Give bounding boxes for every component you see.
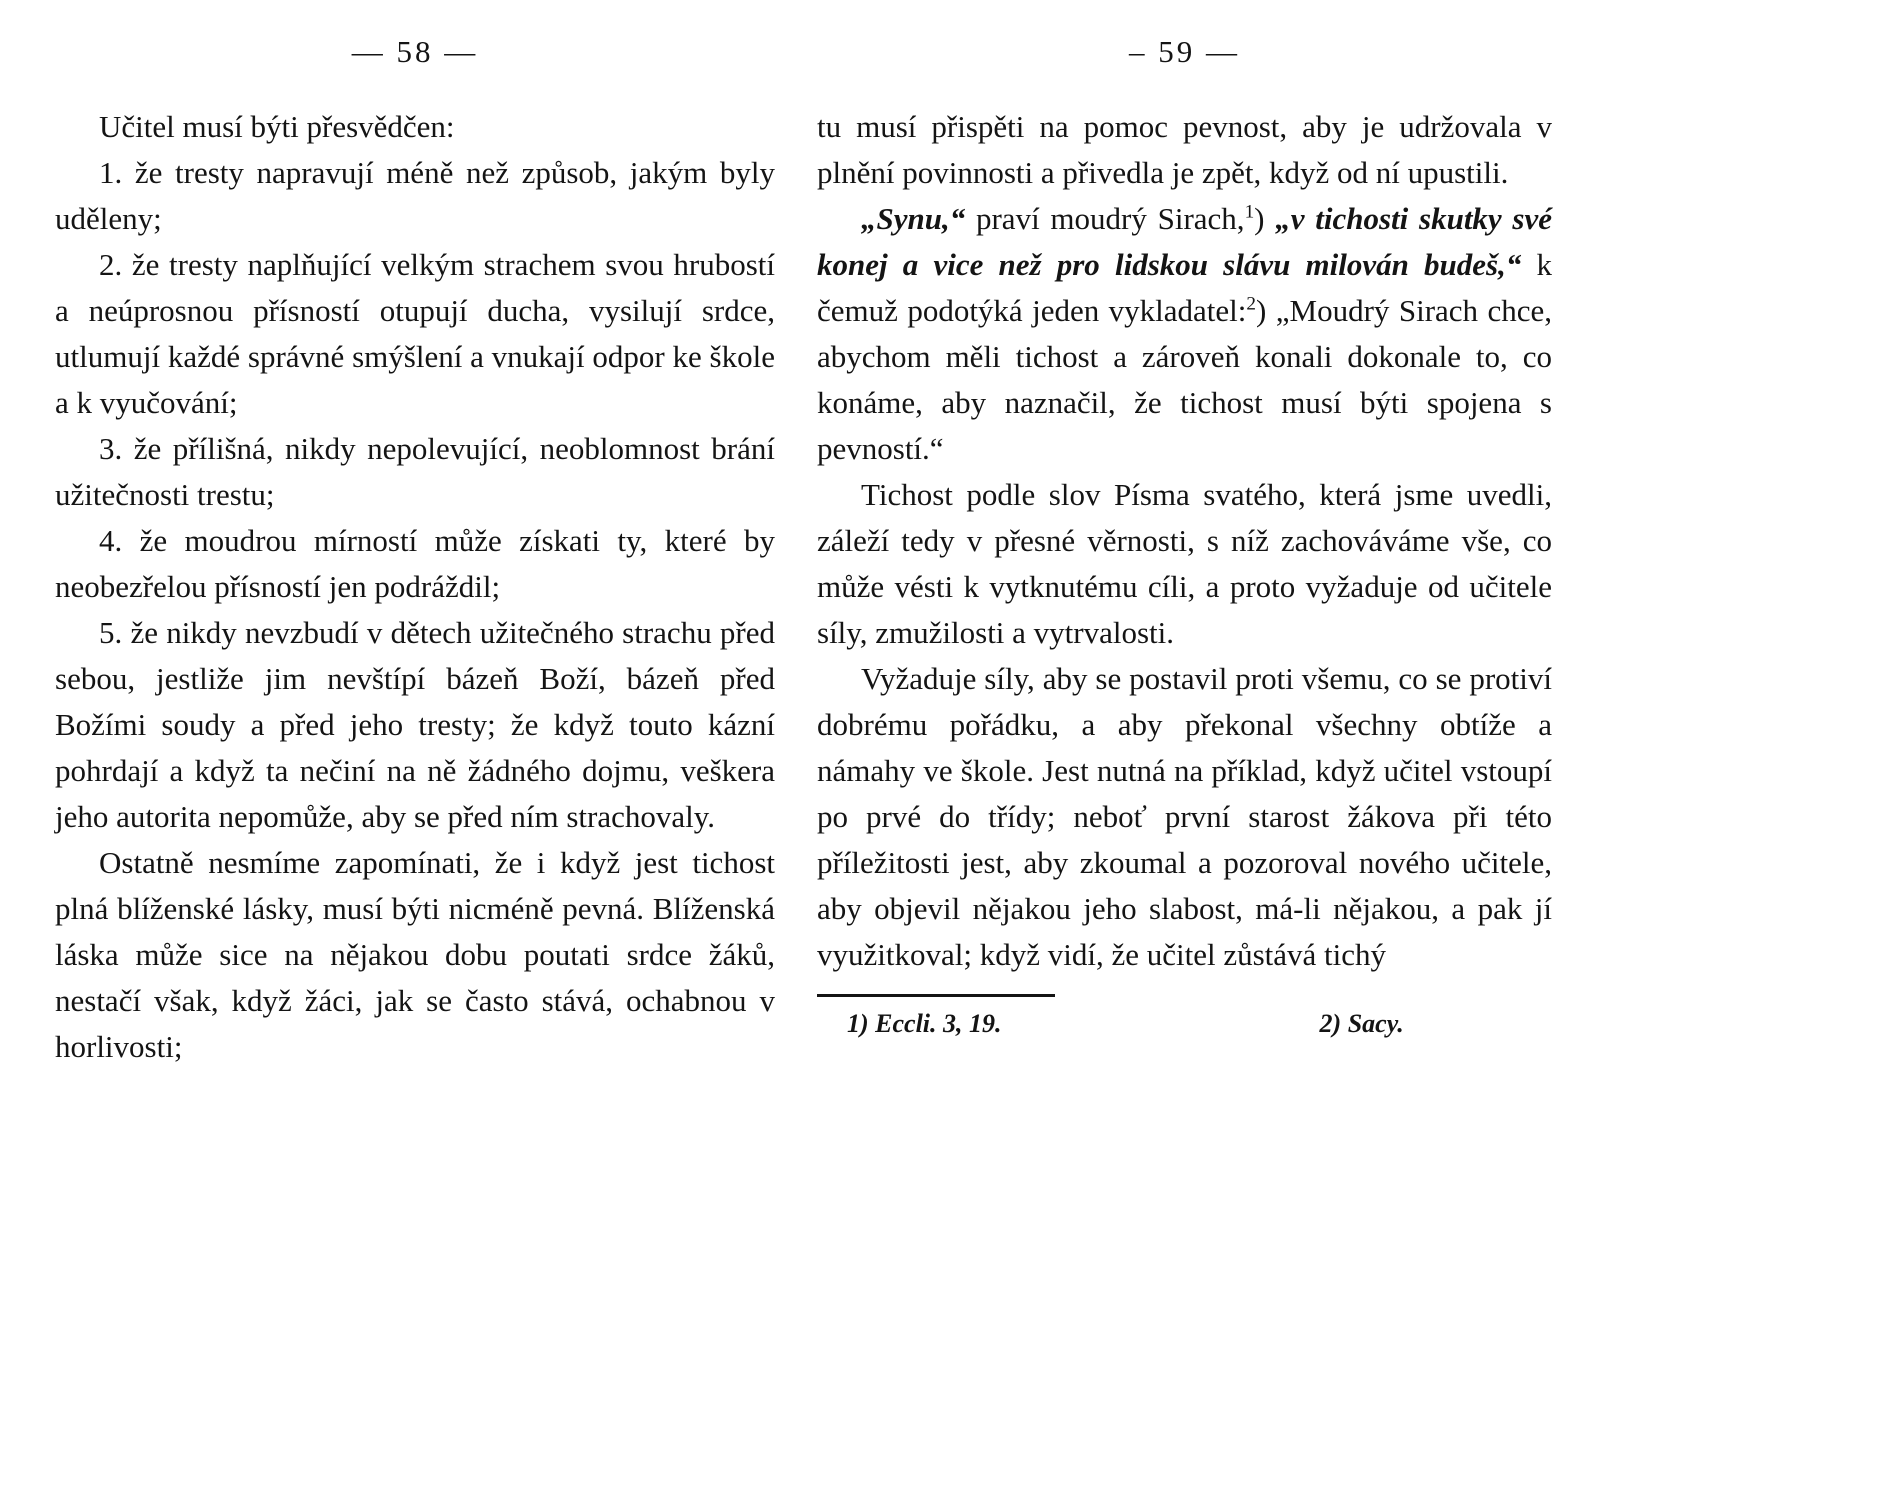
page-body-right — [817, 104, 1552, 978]
text-segment: k čemuž podotýká jeden vykladatel: — [817, 247, 1552, 328]
footnote-1: 1) Eccli. 3, 19. — [847, 1009, 1002, 1038]
paragraph — [55, 426, 775, 518]
page-number-right: – 59 — — [1129, 34, 1240, 69]
text-segment: 4. že moudrou mírností může získati ty, které by neobezřelou přísností jen podráždil; — [55, 523, 775, 604]
footnote-block — [817, 994, 1552, 1041]
page-body-left — [55, 104, 775, 1070]
page-59 — [817, 34, 1552, 1500]
text-segment: Ostatně nesmíme zapomínati, že i když jest tichost plná blíženské lásky, musí býti nicméně pevná. Blíženská láska může sice na nějakou dobu poutati srdce žáků, nestačí však, když žáci, jak se často stává, ochabnou v horlivosti; — [55, 845, 775, 1064]
footnote-2: 2) Sacy. — [1319, 1009, 1404, 1038]
text-segment: 3. že přílišná, nikdy nepolevující, neoblomnost brání užitečnosti trestu; — [55, 431, 775, 512]
text-segment: ) — [1254, 201, 1276, 236]
text-segment: „Synu,“ — [861, 201, 976, 236]
paragraph — [55, 840, 775, 1070]
paragraph — [55, 610, 775, 840]
paragraph — [55, 242, 775, 426]
paragraph — [55, 518, 775, 610]
text-segment: Tichost podle slov Písma svatého, která jsme uvedli, záleží tedy v přesné věrnosti, s níž zachováváme vše, co může vésti k vytknutému cíli, a proto vyžaduje od učitele síly, zmužilosti a vytrvalosti. — [817, 477, 1552, 650]
footnote-divider — [817, 994, 1055, 997]
text-segment: 2. že tresty naplňující velkým strachem svou hrubostí a neúprosnou přísností otupují ducha, vysilují srdce, utlumují každé správné smýšlení a vnukají odpor ke škole a k vyučování; — [55, 247, 775, 420]
footnote-ref: 2 — [1246, 293, 1257, 315]
paragraph — [817, 472, 1552, 656]
text-segment: tu musí přispěti na pomoc pevnost, aby je udržovala v plnění povinnosti a přivedla je zpět, když od ní upustili. — [817, 109, 1552, 190]
paragraph — [55, 104, 775, 150]
page-58 — [55, 34, 775, 1500]
text-segment: Vyžaduje síly, aby se postavil proti všemu, co se protiví dobrému pořádku, a aby překonal všechny obtíže a námahy ve škole. Jest nutná na příklad, když učitel vstoupí po prvé do třídy; neboť první starost žákova při této příležitosti jest, aby zkoumal a pozoroval nového učitele, aby objevil nějakou jeho slabost, má-li nějakou, a pak jí využitkoval; když vidí, že učitel zůstává tichý — [817, 661, 1552, 972]
text-segment: ) — [1256, 293, 1276, 328]
text-segment: 1. že tresty napravují méně než způsob, jakým byly uděleny; — [55, 155, 775, 236]
text-segment: Učitel musí býti přesvědčen: — [99, 109, 455, 144]
paragraph — [817, 196, 1552, 472]
text-segment: 5. že nikdy nevzbudí v dětech užitečného strachu před sebou, jestliže jim nevštípí bázeň Boží, bázeň před Božími soudy a před jeho tresty; že když touto kázní pohrdají a když ta nečiní na ně žádného dojmu, veškera jeho autorita nepomůže, aby se před ním strachovaly. — [55, 615, 775, 834]
text-segment: „Moudrý Sirach chce, abychom měli tichost a zároveň konali dokonale to, co konáme, aby naznačil, že tichost musí býti spojena s pevností.“ — [817, 293, 1553, 466]
footnote-ref: 1 — [1244, 201, 1255, 223]
page-number-left: — 58 — — [351, 34, 479, 69]
text-segment: praví moudrý Sirach, — [975, 201, 1245, 236]
paragraph — [817, 656, 1552, 978]
footnote-row — [817, 1007, 1552, 1041]
paragraph — [817, 104, 1552, 196]
text-segment: „v tichosti skutky své konej a vice než pro lidskou slávu milován budeš,“ — [817, 201, 1553, 282]
paragraph — [55, 150, 775, 242]
